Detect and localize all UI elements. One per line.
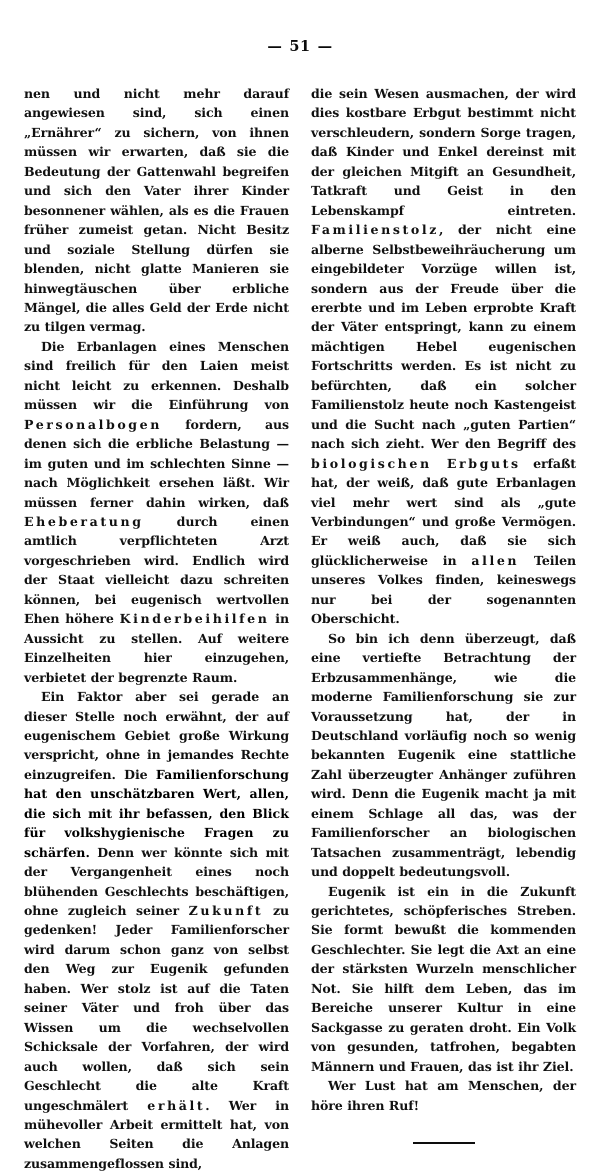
text-run: in Aussicht zu stellen. Auf weitere Einzelheiten hier einzugehen, verbietet der begrenzte Raum. — [24, 611, 289, 685]
text-run: zu gedenken! Jeder Familienforscher wird darum schon ganz von selbst den Weg zur Eugenik gefunden haben. Wer stolz ist auf die Taten seiner Väter und froh über das Wissen um die wechselvollen Schicksale der Vorfahren, der wird auch wollen, daß sich sein Geschlecht die alte Kraft ungeschmälert — [24, 903, 290, 1113]
paragraph — [311, 1076, 576, 1115]
text-run: nen und nicht mehr darauf angewiesen sind, sich einen „Ernährer“ zu sichern, von ihnen müssen wir erwarten, daß sie die Bedeutung der Gattenwahl begreifen und sich den Vater ihrer Kinder besonnener wählen, als es die Frauen früher zumeist getan. Nicht Besitz und soziale Stellung dürfen sie blenden, nicht glatte Manieren sie hinwegtäuschen über erbliche Mängel, die alles Geld der Erde nicht zu tilgen vermag. — [24, 86, 289, 335]
folio-number: 51 — [289, 38, 311, 55]
text-run: Teilen unseres Volkes finden, keineswegs nur bei der sogenannten Oberschicht. — [311, 552, 576, 627]
left-text-column — [24, 84, 290, 1171]
text-run: Die Erbanlagen eines Menschen sind freilich für den Laien meist nicht leicht zu erkennen. Deshalb müssen wir die Einführung von — [24, 338, 289, 413]
text-run: So bin ich denn überzeugt, daß eine vertiefte Betrachtung der Erbzusammenhänge, wie die moderne Familienforschung sie zur Voraussetzung hat, der in Deutschland vorläufig noch so wenig bekannten Eugenik eine stattliche Zahl überzeugter Anhänger zuführen wird. Denn die Eugenik macht ja mit einem Schlage all das, was der Familienforscher an biologischen Tatsachen zusammenträgt, lebendig und doppelt bedeutungsvoll. — [311, 630, 576, 880]
paragraph — [24, 337, 289, 687]
emphasis-spaced-run: Kinderbeihilfen — [119, 611, 270, 627]
emphasis-spaced-run: allen — [471, 552, 520, 568]
emphasis-bold-run: hat den unschätzbaren Wert, allen, die sich mit ihr befassen, den Blick für volkshygienische Fragen zu schärfen. — [24, 786, 289, 860]
folio-text-right: — — [317, 38, 333, 55]
emphasis-spaced-run: Eheberatung — [24, 513, 144, 529]
text-run: erfaßt hat, der weiß, daß gute Erbanlagen viel mehr wert sind als „gute Verbindungen“ und große Vermögen. Er weiß auch, daß sie sich glücklicherweise in — [311, 455, 576, 568]
paragraph — [311, 84, 576, 629]
emphasis-spaced-run: Familienstolz — [311, 222, 439, 238]
horizontal-rule — [413, 1142, 475, 1144]
emphasis-spaced-run: biologischen Erbguts — [311, 455, 521, 471]
emphasis-bold-spaced-run: Familienforschung — [155, 766, 289, 782]
text-run: durch einen amtlich verpflichteten Arzt vorgeschrieben wird. Endlich wird der Staat vielleicht dazu schreiten können, bei eugenisch wertvollen Ehen höhere — [24, 513, 289, 627]
paragraph — [24, 84, 289, 337]
text-run: Denn wer könnte sich mit der Vergangenheit eines noch blühenden Geschlechts beschäftigen, ohne zugleich seiner — [24, 844, 289, 919]
paragraph — [311, 629, 576, 882]
text-run: die sein Wesen ausmachen, der wird dies kostbare Erbgut bestimmt nicht verschleudern, sondern Sorge tragen, daß Kinder und Enkel dereinst mit der gleichen Mitgift an Gesundheit, Tatkraft und Geist in den Lebenskampf eintreten. — [311, 86, 576, 218]
emphasis-spaced-run: erhält — [147, 1097, 206, 1113]
right-text-column — [311, 84, 576, 1113]
paragraph — [24, 687, 289, 1173]
text-run: Wer Lust hat am Menschen, der höre ihren Ruf! — [311, 1078, 576, 1113]
folio-text: — — [267, 38, 283, 55]
paragraph — [311, 882, 576, 1077]
text-run: , der nicht eine alberne Selbstbeweihräucherung um eingebildeter Vorzüge willen ist, sondern aus der Freude über die ererbte und im Leben erprobte Kraft der Väter entspringt, kann zu einem mächtigen Hebel eugenischen Fortschritts werden. Es ist nicht zu befürchten, daß ein solcher Familienstolz heute noch Kastengeist und die Sucht nach „guten Partien“ nach sich zieht. Wer den Begriff des — [311, 222, 576, 452]
emphasis-spaced-run: Zukunft — [188, 903, 264, 919]
page-number-folio — [0, 38, 600, 55]
emphasis-spaced-run: Personalbogen — [24, 416, 162, 432]
text-run: . Wer in mühevoller Arbeit ermittelt hat, von welchen Seiten die Anlagen zusammengeflossen sind, — [24, 1097, 289, 1171]
body-columns — [24, 84, 576, 1171]
text-run: Eugenik ist ein in die Zukunft gerichtetes, schöpferisches Streben. Sie formt bewußt die kommenden Geschlechter. Sie legt die Axt an eine der stärksten Wurzeln menschlicher Not. Sie hilft dem Leben, das im Bereiche unserer Kultur in eine Sackgasse zu geraten droht. Ein Volk von gesunden, tatfrohen, begabten Männern und Frauen, das ist ihr Ziel. — [311, 883, 576, 1074]
section-end-ornament — [311, 1132, 576, 1151]
text-run: Ein Faktor aber sei gerade an dieser Stelle noch erwähnt, der auf eugenischem Gebiet große Wirkung verspricht, ohne in jemandes Rechte einzugreifen. Die — [24, 689, 289, 782]
text-run: fordern, aus denen sich die erbliche Belastung — im guten und im schlechten Sinne — nach Möglichkeit ersehen läßt. Wir müssen ferner dahin wirken, daß — [24, 416, 289, 510]
